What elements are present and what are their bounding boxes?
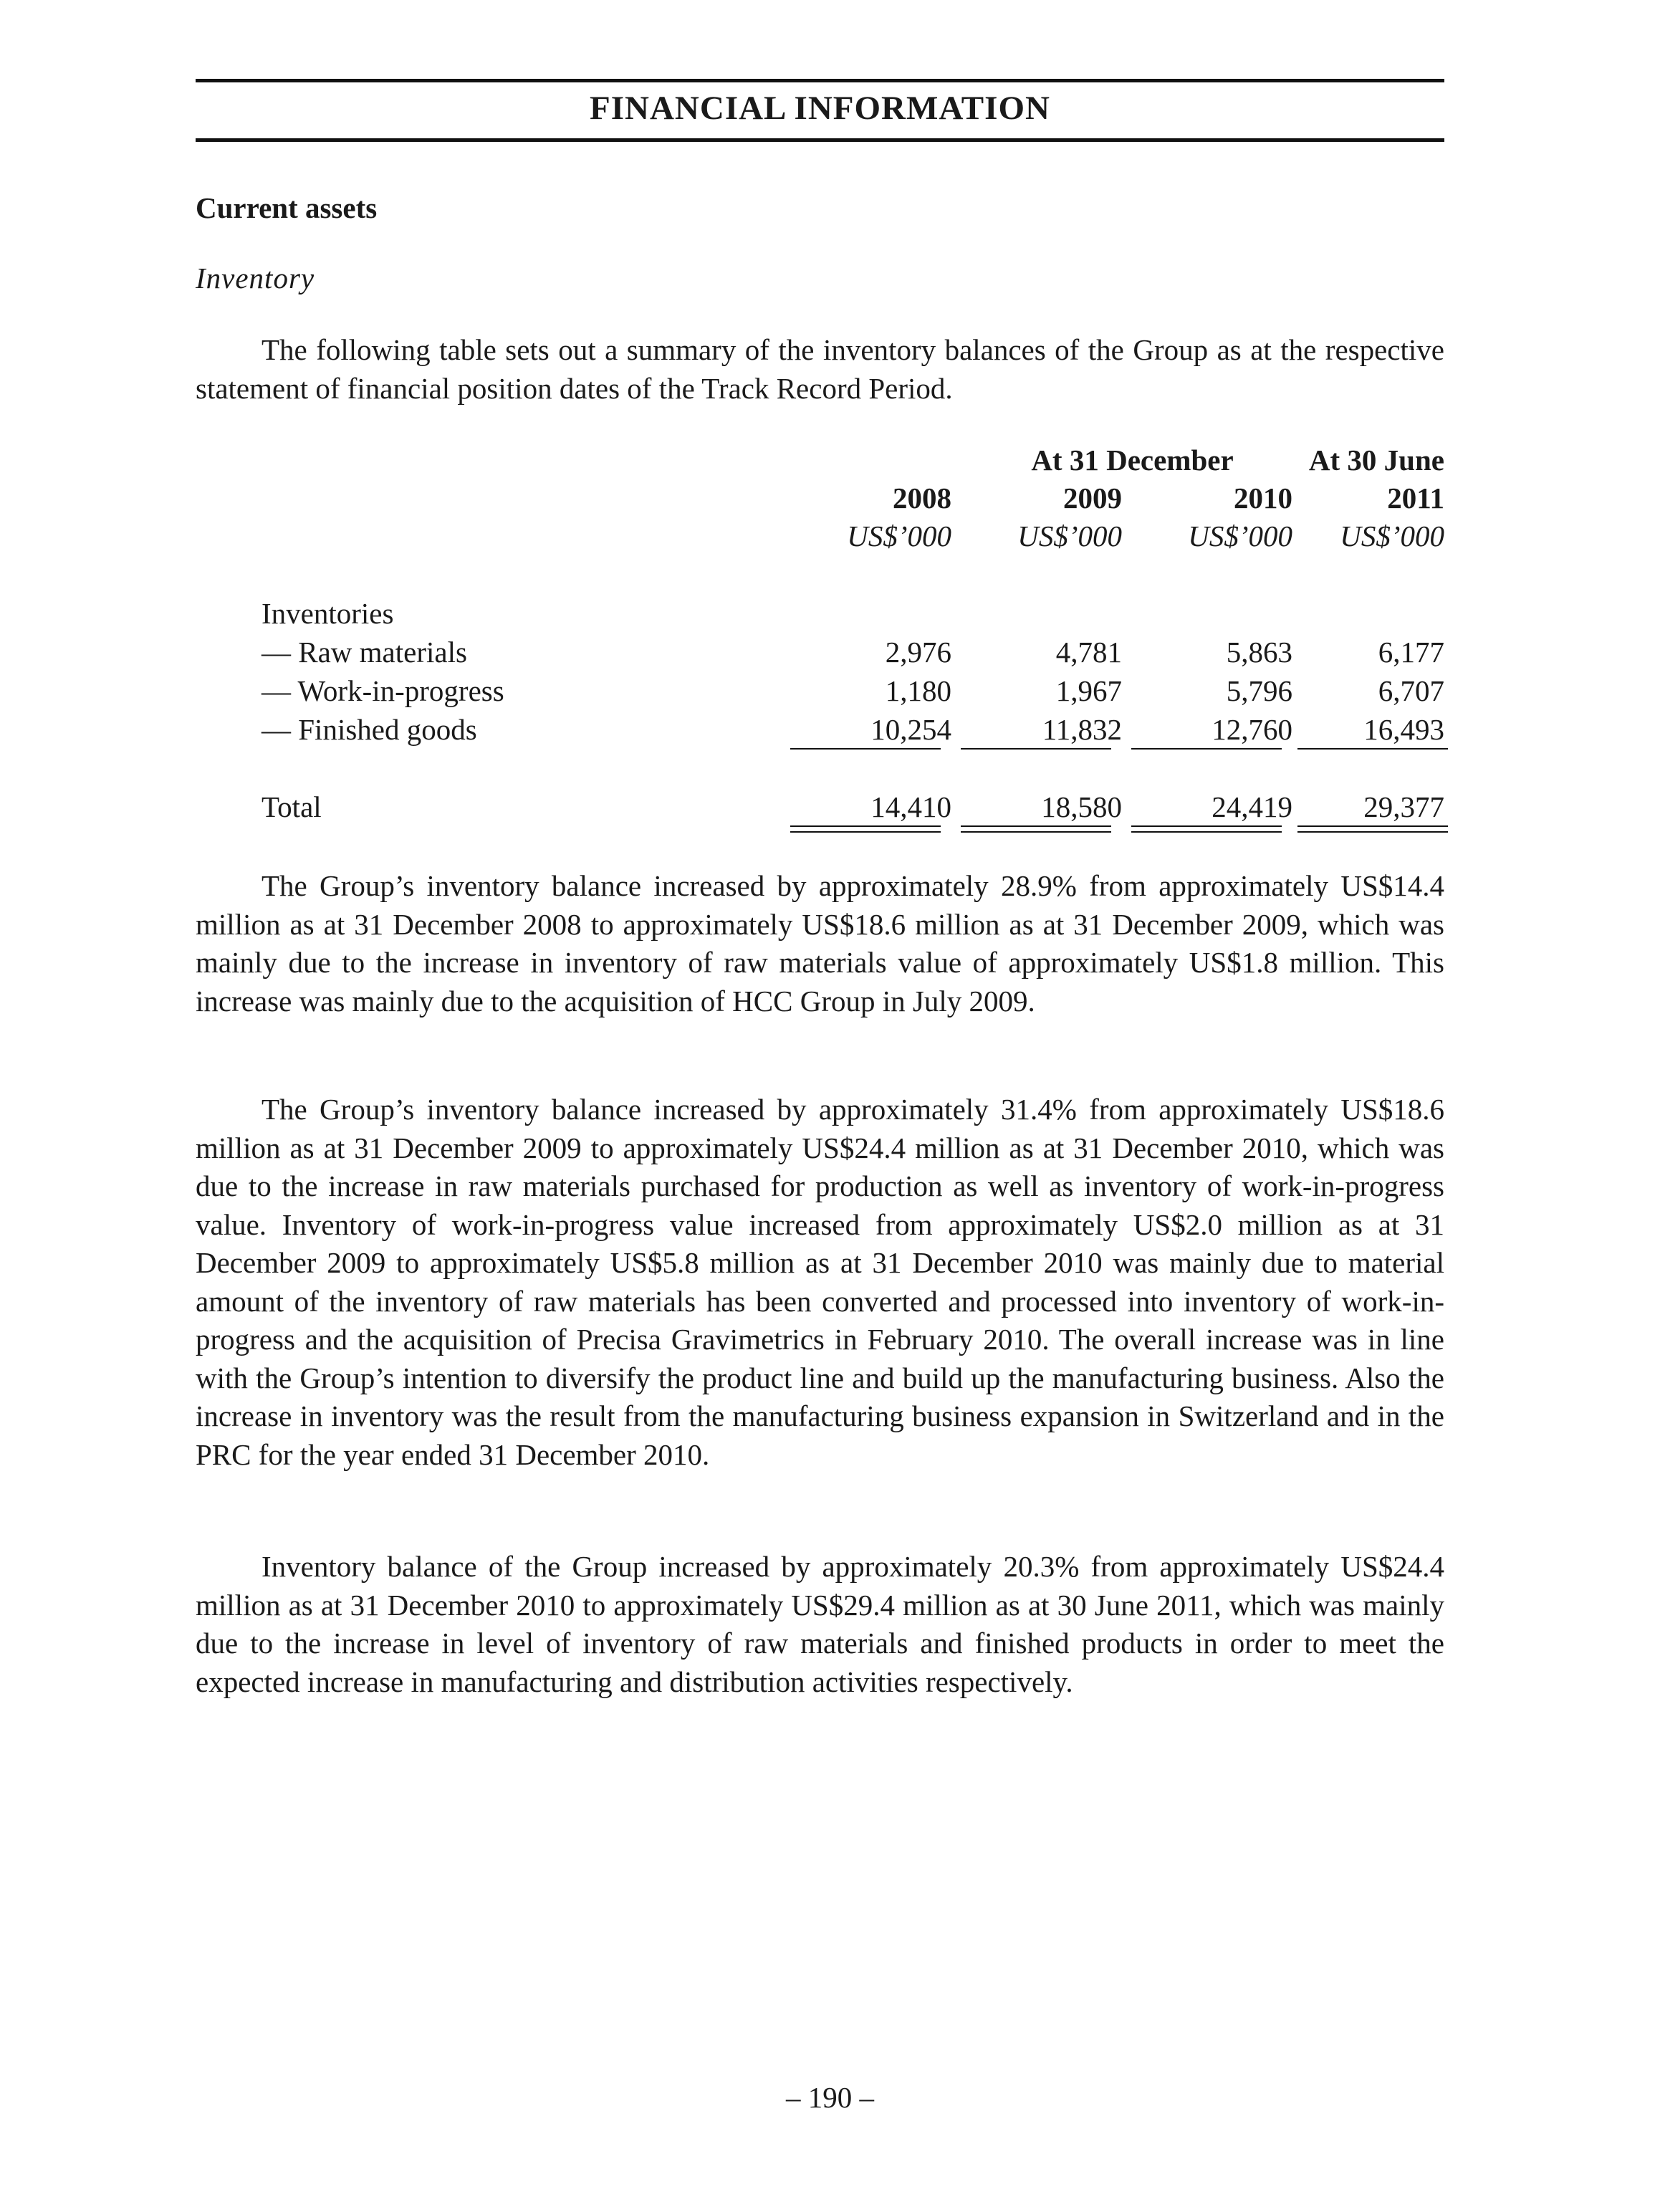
table-cell: 5,796 bbox=[1226, 674, 1292, 707]
table-cell: 1,967 bbox=[1055, 674, 1122, 707]
year-header: 2011 bbox=[1387, 482, 1444, 514]
section-heading: Current assets bbox=[196, 191, 378, 224]
category-label: Inventories bbox=[262, 597, 394, 630]
total-cell: 24,419 bbox=[1212, 790, 1292, 823]
body-paragraph: The Group’s inventory balance increased by approximately 31.4% from approximately US$18.6 million as at 31 December 2009 to approximately US$24.4 million as at 31 December 2010, which was due to the increase in raw materials purchased for production as well as inventory of work-in-progress value. Inventory of work-in-progress value increased from approximately US$2.0 million as at 31 December 2009 to approximately US$5.8 million as at 31 December 2010 was mainly due to material amount of the inventory of raw materials has been converted and processed into inventory of work-in-progress and the acquisition of Precisa Gravimetrics in February 2010. The overall increase was in line with the Group’s intention to diversify the product line and build up the manufacturing business. Also the increase in inventory was the result from the manufacturing business expansion in Switzerland and in the PRC for the year ended 31 December 2010. bbox=[196, 1093, 1444, 1471]
subtotal-rule bbox=[1297, 748, 1448, 750]
table-cell: 10,254 bbox=[870, 713, 951, 746]
total-double-rule bbox=[1131, 825, 1282, 827]
table-cell: 2,976 bbox=[885, 636, 951, 669]
total-double-rule bbox=[961, 825, 1111, 827]
intro-paragraph: The following table sets out a summary of the inventory balances of the Group as at the respective statement of financial position dates of the Track Record Period. bbox=[196, 333, 1444, 405]
table-cell: 16,493 bbox=[1363, 713, 1444, 746]
unit-header: US$’000 bbox=[1017, 520, 1122, 552]
total-double-rule bbox=[1297, 825, 1448, 827]
year-header: 2008 bbox=[893, 482, 951, 514]
page-header-title: FINANCIAL INFORMATION bbox=[590, 90, 1050, 127]
subtotal-rule bbox=[790, 748, 941, 750]
year-header: 2009 bbox=[1063, 482, 1122, 514]
body-paragraph: Inventory balance of the Group increased by approximately 20.3% from approximately US$24.4 million as at 31 December 2010 to approximately US$29.4 million as at 30 June 2011, which was mainly due to the increase in level of inventory of raw materials and finished products in order to meet the expected increase in manufacturing and distribution activities respectively. bbox=[196, 1550, 1444, 1698]
table-cell: 6,177 bbox=[1378, 636, 1444, 669]
row-label: — Work-in-progress bbox=[262, 674, 504, 707]
row-label: — Raw materials bbox=[262, 636, 467, 669]
subtotal-rule bbox=[1131, 748, 1282, 750]
total-cell: 29,377 bbox=[1363, 790, 1444, 823]
total-double-rule bbox=[961, 831, 1111, 833]
total-cell: 14,410 bbox=[870, 790, 951, 823]
table-cell: 11,832 bbox=[1042, 713, 1122, 746]
total-double-rule bbox=[790, 825, 941, 827]
total-double-rule bbox=[790, 831, 941, 833]
table-cell: 4,781 bbox=[1055, 636, 1122, 669]
row-label: — Finished goods bbox=[262, 713, 477, 746]
year-header: 2010 bbox=[1234, 482, 1292, 514]
total-cell: 18,580 bbox=[1041, 790, 1122, 823]
body-paragraph: The Group’s inventory balance increased by approximately 28.9% from approximately US$14.4 million as at 31 December 2008 to approximately US$18.6 million as at 31 December 2009, which was mainly due to the increase in inventory of raw materials value of approximately US$1.8 million. This increase was mainly due to the acquisition of HCC Group in July 2009. bbox=[196, 869, 1444, 1018]
subtotal-rule bbox=[961, 748, 1111, 750]
sub-heading: Inventory bbox=[196, 262, 315, 295]
total-double-rule bbox=[1131, 831, 1282, 833]
page-number: – 190 – bbox=[786, 2081, 874, 2114]
total-label: Total bbox=[262, 790, 322, 823]
table-cell: 1,180 bbox=[885, 674, 951, 707]
unit-header: US$’000 bbox=[1340, 520, 1444, 552]
header-top-rule bbox=[196, 79, 1444, 82]
group-header-december: At 31 December bbox=[1031, 444, 1234, 477]
group-header-june: At 30 June bbox=[1308, 444, 1444, 477]
unit-header: US$’000 bbox=[847, 520, 951, 552]
table-cell: 12,760 bbox=[1212, 713, 1292, 746]
total-double-rule bbox=[1297, 831, 1448, 833]
unit-header: US$’000 bbox=[1188, 520, 1292, 552]
table-cell: 6,707 bbox=[1378, 674, 1444, 707]
header-bottom-rule bbox=[196, 138, 1444, 142]
table-cell: 5,863 bbox=[1226, 636, 1292, 669]
